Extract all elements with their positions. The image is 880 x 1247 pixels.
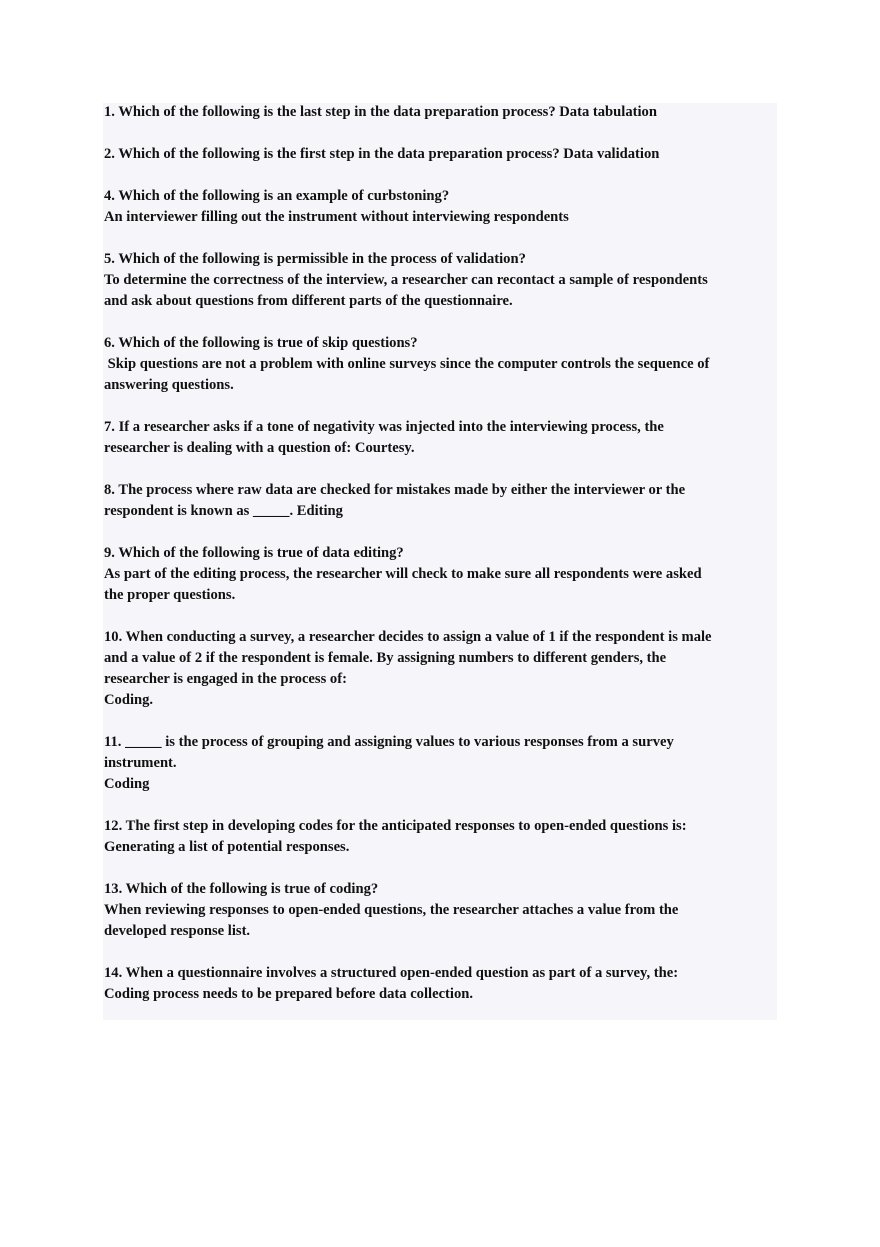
answer-text: Coding. (104, 692, 154, 708)
answer-text: When reviewing responses to open-ended questions, the researcher attaches a value from the (104, 902, 679, 918)
question-answer-list (104, 102, 776, 1026)
answer-text: Coding process needs to be prepared before data collection. (104, 986, 474, 1002)
question-item (104, 417, 776, 459)
question-item (104, 144, 776, 165)
answer-text: answering questions. (104, 377, 234, 393)
question-text: 1. Which of the following is the last step in the data preparation process? Data tabulation (104, 104, 657, 120)
question-text: 13. Which of the following is true of coding? (104, 881, 379, 897)
question-text: 12. The first step in developing codes for the anticipated responses to open-ended questions is: (104, 818, 687, 834)
question-text: 8. The process where raw data are checked for mistakes made by either the interviewer or the (104, 482, 686, 498)
answer-text: developed response list. (104, 923, 251, 939)
question-item (104, 480, 776, 522)
answer-text: researcher is engaged in the process of: (104, 671, 347, 687)
question-item (104, 333, 776, 396)
question-text: 11. _____ is the process of grouping and assigning values to various responses from a survey (104, 734, 674, 750)
question-item (104, 816, 776, 858)
question-text: 9. Which of the following is true of data editing? (104, 545, 404, 561)
question-text: 5. Which of the following is permissible in the process of validation? (104, 251, 526, 267)
answer-text: An interviewer filling out the instrument without interviewing respondents (104, 209, 569, 225)
question-text: 6. Which of the following is true of skip questions? (104, 335, 418, 351)
answer-text: respondent is known as _____. Editing (104, 503, 343, 519)
answer-text: instrument. (104, 755, 177, 771)
question-item (104, 102, 776, 123)
question-text: 2. Which of the following is the first step in the data preparation process? Data validation (104, 146, 660, 162)
answer-text: the proper questions. (104, 587, 236, 603)
answer-text: researcher is dealing with a question of: Courtesy. (104, 440, 415, 456)
answer-text: Generating a list of potential responses. (104, 839, 350, 855)
answer-text: Skip questions are not a problem with online surveys since the computer controls the sequence of (104, 356, 710, 372)
question-text: 7. If a researcher asks if a tone of negativity was injected into the interviewing process, the (104, 419, 664, 435)
question-text: 10. When conducting a survey, a researcher decides to assign a value of 1 if the respondent is male (104, 629, 712, 645)
answer-text: As part of the editing process, the researcher will check to make sure all respondents were asked (104, 566, 702, 582)
question-text: 4. Which of the following is an example of curbstoning? (104, 188, 450, 204)
question-item (104, 963, 776, 1005)
question-text: 14. When a questionnaire involves a structured open-ended question as part of a survey, the: (104, 965, 679, 981)
answer-text: and ask about questions from different parts of the questionnaire. (104, 293, 513, 309)
question-item (104, 186, 776, 228)
question-item (104, 249, 776, 312)
answer-text: To determine the correctness of the interview, a researcher can recontact a sample of respondents (104, 272, 708, 288)
question-item (104, 732, 776, 795)
answer-text: and a value of 2 if the respondent is female. By assigning numbers to different genders, the (104, 650, 667, 666)
question-item (104, 627, 776, 711)
answer-text: Coding (104, 776, 150, 792)
question-item (104, 879, 776, 942)
question-item (104, 543, 776, 606)
